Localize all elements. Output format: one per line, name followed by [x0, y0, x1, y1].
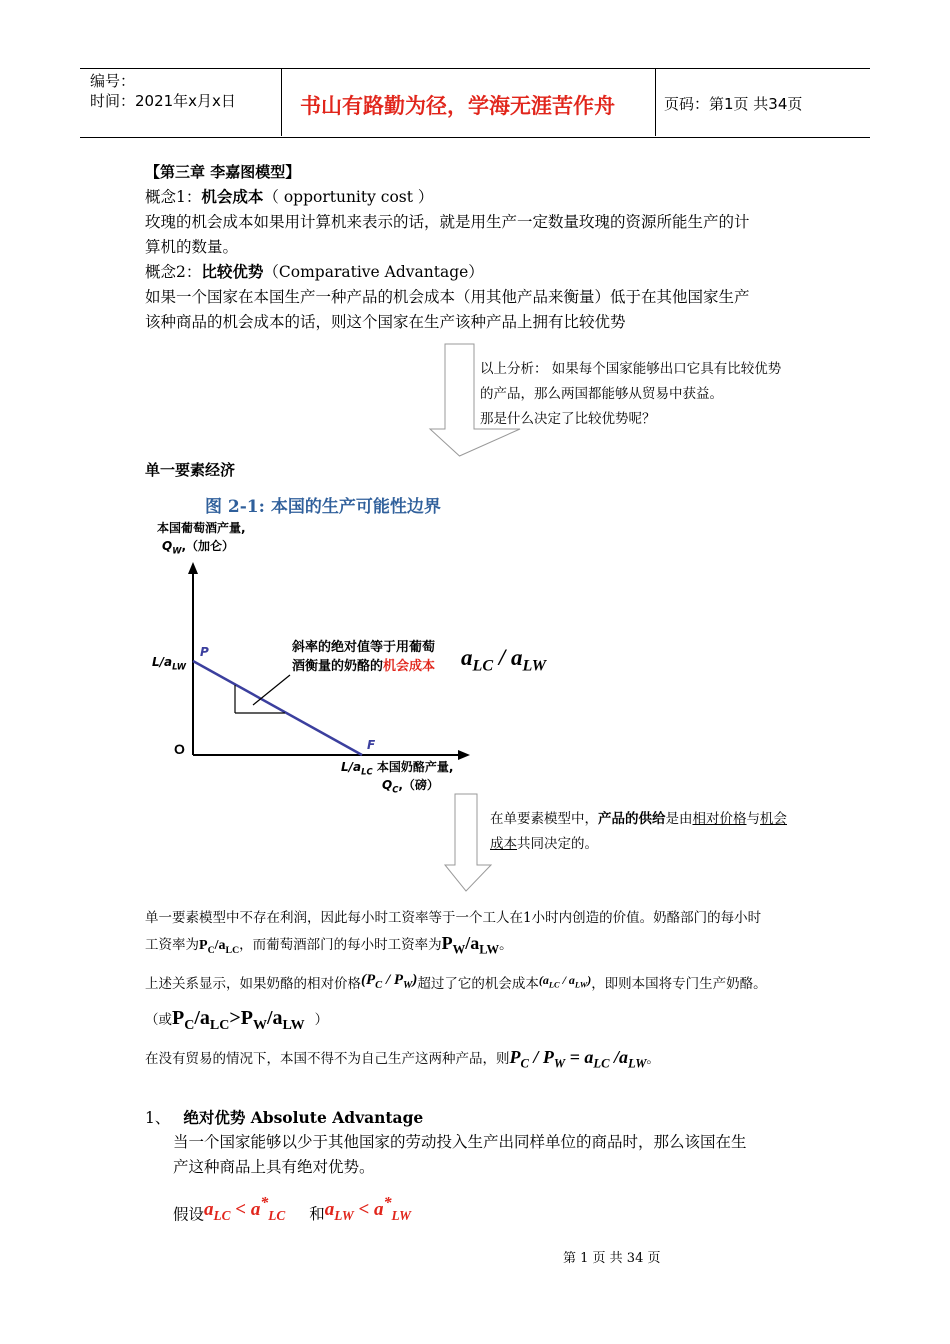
concept1-name: 机会成本	[201, 188, 264, 206]
x-intercept-sub: LC	[361, 766, 373, 777]
para1-text-a: 工资率为	[145, 937, 199, 953]
slope-annotation-red: 机会成本	[383, 659, 436, 674]
x-axis-arrow-icon	[458, 750, 470, 760]
section-single-factor: 单一要素经济	[145, 461, 236, 479]
abs-heading: 绝对优势 Absolute Advantage	[183, 1108, 424, 1127]
callout2-text4: 共同决定的。	[517, 836, 598, 852]
slope-formula-slash: /	[493, 645, 511, 670]
header-number-label: 编号：	[90, 72, 136, 90]
slope-formula	[461, 645, 546, 676]
y-intercept-sub: LW	[172, 661, 186, 672]
para3-open: （或	[145, 1012, 172, 1028]
slope-annotation-line1: 斜率的绝对值等于用葡萄	[292, 640, 436, 655]
callout1-line3: 那是什么决定了比较优势呢？	[480, 411, 656, 427]
concept1-prefix: 概念1：	[145, 188, 202, 206]
callout2-text2: 是由	[665, 811, 693, 827]
concept2-prefix: 概念2：	[145, 263, 202, 281]
slope-formula-sub1: LC	[472, 657, 494, 675]
abs-heading-num: 1、	[145, 1109, 171, 1127]
callout2-bold: 产品的供给	[598, 811, 666, 827]
x-axis-unit: ,（磅）	[398, 778, 439, 792]
para1-line2: 工资率为$P_C/a_{LC}$，而葡萄酒部门的每小时工资率为$P_W/a_{LW}$。	[145, 933, 513, 957]
header-page-label: 页码：第1页 共34页	[664, 95, 803, 113]
header-divider	[655, 68, 656, 136]
assumption-line: 假设$a_{LC} < a^*_{LC}$ 和$a_{LW} < a^*_{LW}$	[173, 1195, 411, 1224]
slope-annotation-line2	[292, 655, 435, 674]
concept2-en: （Comparative Advantage）	[263, 263, 484, 281]
concept2-name: 比较优势	[201, 263, 264, 281]
x-axis-label-line2	[382, 776, 439, 794]
para3-close: ）	[314, 1012, 329, 1028]
para3: （或$P_C/a_{LC}>P_W/a_{LW}$ ）	[145, 1007, 329, 1033]
chart-ylabel-line2	[162, 537, 234, 555]
para2-text-a: 上述关系显示，如果奶酪的相对价格	[145, 976, 361, 992]
chart-title: 图 2-1: 本国的生产可能性边界	[205, 497, 441, 517]
chart-ylabel-q: Q	[162, 539, 173, 553]
concept1-line	[145, 185, 433, 210]
y-intercept-text: L/a	[152, 655, 173, 669]
para4-end: 。	[646, 1051, 660, 1067]
para2: 上述关系显示，如果奶酪的相对价格$(P_C / P_W)$超过了它的机会成本$(a_{LC} / a_{LW})$，即则本国将专门生产奶酪。	[145, 972, 767, 992]
ppf-line	[193, 661, 362, 755]
origin-label: O	[174, 741, 185, 757]
header-date-label: 时间：2021年x月x日	[90, 92, 236, 110]
down-arrow-icon	[443, 793, 493, 893]
concept2-def-line2: 该种商品的机会成本的话，则这个国家在生产该种产品上拥有比较优势	[145, 313, 626, 331]
abs-def-line1: 当一个国家能够以少于其他国家的劳动投入生产出同样单位的商品时，那么该国在生	[173, 1133, 747, 1151]
para1-line1: 单一要素模型中不存在利润，因此每小时工资率等于一个工人在1小时内创造的价值。奶酪部门的每小时	[145, 910, 762, 926]
callout2-line1	[490, 807, 787, 832]
callout2-relative-price: 相对价格	[692, 811, 747, 827]
slope-formula-sub2: LW	[522, 657, 547, 675]
chart-ylabel-sub: W	[172, 545, 182, 556]
callout1-line2: 的产品，那么两国都能够从贸易中获益。	[480, 386, 723, 402]
concept1-en: （ opportunity cost ）	[263, 188, 434, 206]
para2-text-c: ，即则本国将专门生产奶酪。	[591, 976, 767, 992]
y-axis-arrow-icon	[188, 562, 198, 574]
x-axis-label-line1	[341, 758, 453, 776]
concept1-def-line1: 玫瑰的机会成本如果用计算机来表示的话，就是用生产一定数量玫瑰的资源所能生产的计	[145, 213, 750, 231]
callout2-opportunity-b: 成本	[490, 836, 517, 852]
concept1-def-line2: 算机的数量。	[145, 238, 239, 256]
header-divider	[281, 68, 282, 136]
assume-label: 假设	[173, 1205, 205, 1224]
abs-heading-line	[145, 1105, 423, 1131]
callout2-line2	[490, 832, 598, 857]
callout2-text1: 在单要素模型中，	[490, 811, 598, 827]
chart-ylabel-unit: ,（加仑）	[181, 539, 235, 553]
point-f-label: F	[367, 738, 376, 752]
para1-text-b: ，而葡萄酒部门的每小时工资率为	[239, 937, 442, 953]
para2-text-b: 超过了它的机会成本	[417, 976, 539, 992]
callout2-opportunity-a: 机会	[760, 811, 787, 827]
y-intercept-label	[152, 655, 186, 671]
x-axis-q: Q	[382, 778, 393, 792]
slope-annotation-text: 酒衡量的奶酪的	[292, 659, 384, 674]
x-axis-label-cn: 本国奶酪产量,	[376, 760, 454, 774]
para4-text: 在没有贸易的情况下，本国不得不为自己生产这两种产品，则	[145, 1051, 510, 1067]
slope-formula-a: a	[461, 645, 473, 670]
annotation-pointer	[253, 675, 290, 705]
para1-text-c: 。	[499, 937, 513, 953]
callout1-line1: 以上分析： 如果每个国家能够出口它具有比较优势	[480, 361, 782, 377]
point-p-label: P	[200, 645, 209, 659]
chapter-title: 【第三章 李嘉图模型】	[145, 163, 301, 181]
callout2-text3: 与	[746, 811, 760, 827]
header-motto: 书山有路勤为径，学海无涯苦作舟	[300, 94, 615, 118]
page-footer: 第 1 页 共 34 页	[563, 1251, 661, 1266]
abs-def-line2: 产这种商品上具有绝对优势。	[173, 1158, 375, 1176]
slope-formula-b: a	[510, 645, 523, 670]
x-intercept-text: L/a	[341, 760, 362, 774]
concept2-line	[145, 260, 484, 285]
chart-ylabel-line1: 本国葡萄酒产量,	[157, 521, 246, 535]
concept2-def-line1: 如果一个国家在本国生产一种产品的机会成本（用其他产品来衡量）低于在其他国家生产	[145, 288, 750, 306]
x-axis-sub: C	[392, 784, 399, 795]
and-label: 和	[309, 1205, 325, 1224]
para4: 在没有贸易的情况下，本国不得不为自己生产这两种产品，则$P_C / P_W = a_{LC}$ $/a_{LW}$。	[145, 1047, 660, 1071]
